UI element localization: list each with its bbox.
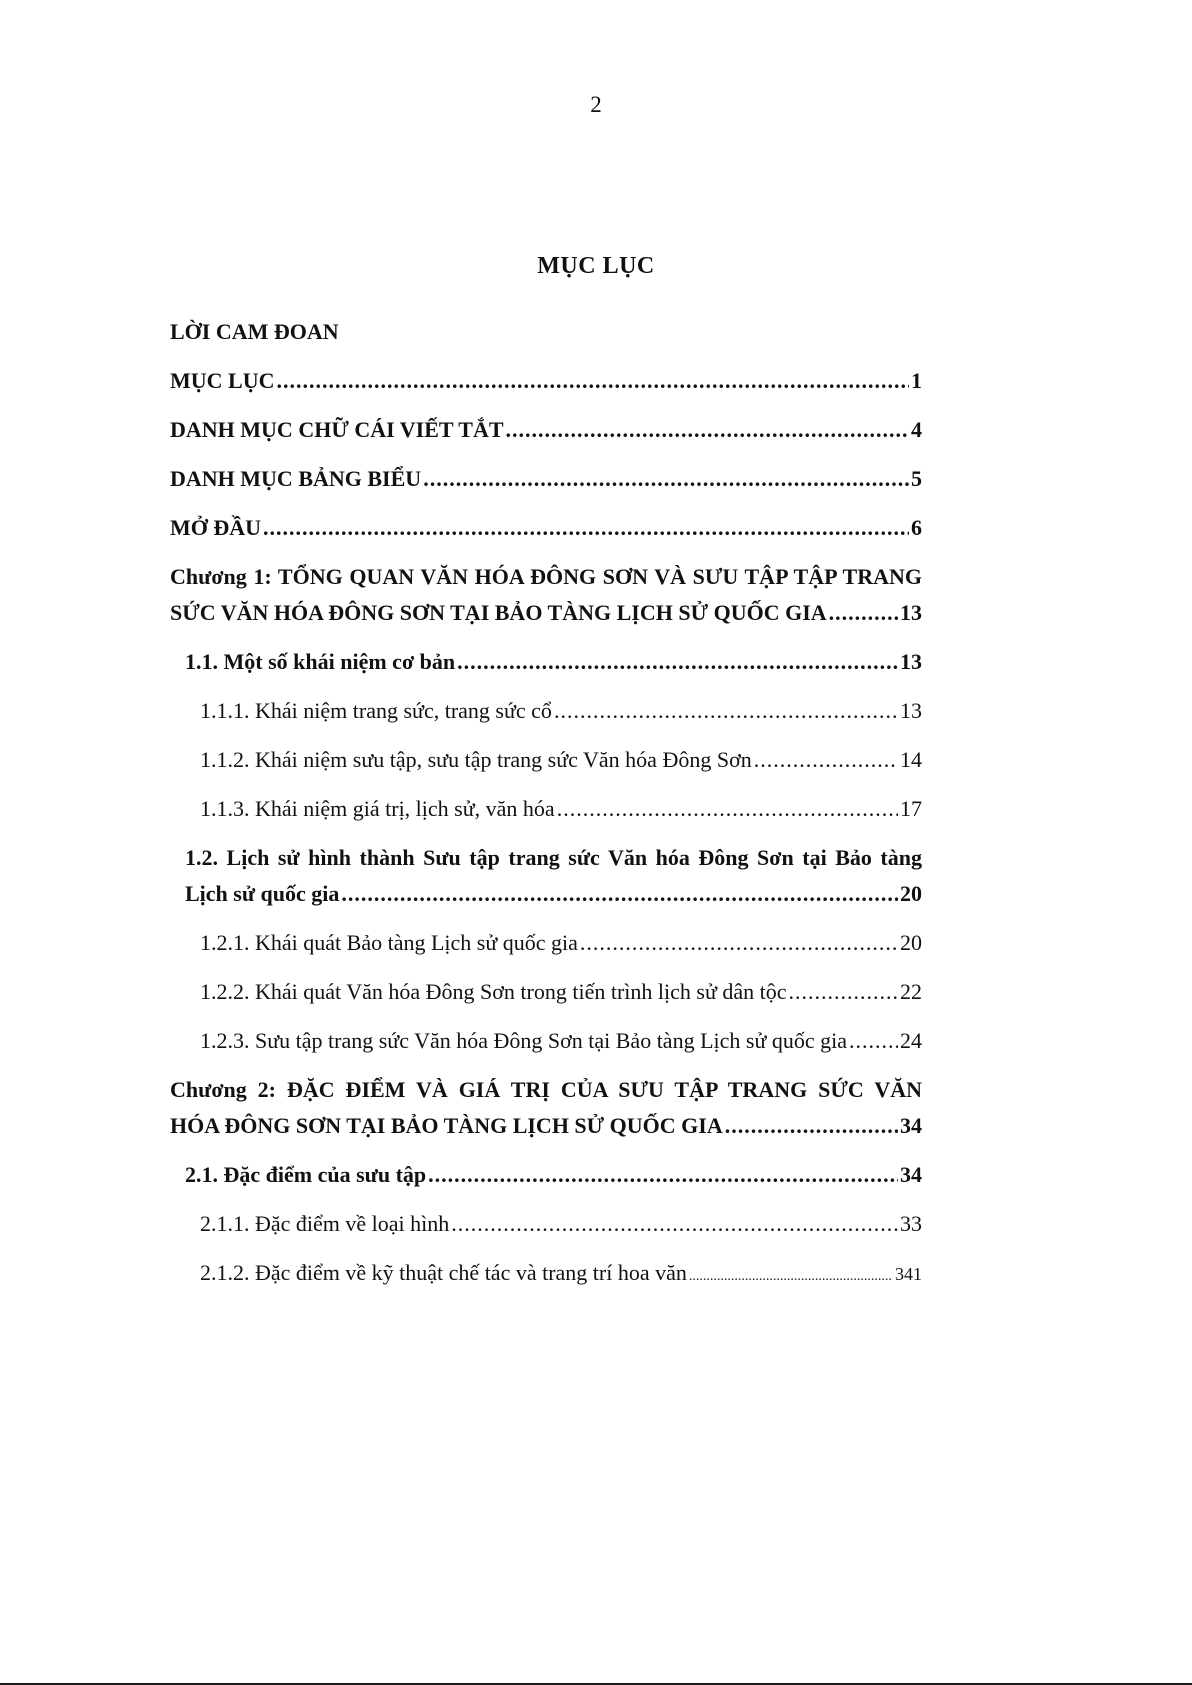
toc-entry-label: 1.1.3. Khái niệm giá trị, lịch sử, văn hóa: [200, 796, 555, 821]
toc-entry-label-line2: SỨC VĂN HÓA ĐÔNG SƠN TẠI BẢO TÀNG LỊCH SỬ QUỐC GIA: [170, 600, 827, 625]
toc-entry-abbreviations[interactable]: [170, 415, 922, 445]
toc-entry-section-1-1-1[interactable]: [170, 696, 922, 726]
toc-entry-section-1-2-3[interactable]: [170, 1026, 922, 1056]
toc-entry-label: 1.2.1. Khái quát Bảo tàng Lịch sử quốc gia: [200, 930, 578, 955]
toc-entry-label: 1.2.2. Khái quát Văn hóa Đông Sơn trong tiến trình lịch sử dân tộc: [200, 979, 787, 1004]
toc-entry-page: 5: [911, 466, 922, 491]
toc-entry-page: 17: [900, 796, 922, 821]
toc-entry-page: 14: [900, 747, 922, 772]
toc-entry-label-line1: Chương 2: ĐẶC ĐIỂM VÀ GIÁ TRỊ CỦA SƯU TẬP TRANG SỨC VĂN: [170, 1077, 922, 1102]
dot-leader: [789, 977, 898, 1007]
toc-entry-page: 341: [895, 1264, 922, 1284]
table-of-contents: [170, 317, 922, 1311]
toc-entry-label: 1.1. Một số khái niệm cơ bản: [185, 649, 456, 674]
toc-entry-section-1-2-2[interactable]: [170, 977, 922, 1007]
toc-entry-section-2-1[interactable]: [170, 1160, 922, 1190]
page-number: 2: [590, 92, 602, 117]
toc-entry-label: DANH MỤC BẢNG BIỂU: [170, 466, 422, 491]
dot-leader: [754, 745, 898, 775]
toc-entry-page: 1: [911, 368, 922, 393]
toc-entry-page: 34: [900, 1113, 922, 1138]
toc-entry-page: 20: [900, 930, 922, 955]
dot-leader: [580, 928, 898, 958]
toc-entry-muc-luc[interactable]: [170, 366, 922, 396]
toc-entry-label: 2.1.2. Đặc điểm về kỹ thuật chế tác và trang trí hoa văn: [200, 1260, 687, 1285]
toc-entry-introduction[interactable]: [170, 513, 922, 543]
toc-entry-label-line1: 1.2. Lịch sử hình thành Sưu tập trang sức Văn hóa Đông Sơn tại Bảo tàng: [185, 845, 922, 870]
dot-leader: [277, 366, 910, 396]
toc-entry-section-2-1-1[interactable]: [170, 1209, 922, 1239]
toc-entry-label-line1: Chương 1: TỔNG QUAN VĂN HÓA ĐÔNG SƠN VÀ SƯU TẬP TẬP TRANG: [170, 564, 922, 589]
toc-entry-section-1-2-1[interactable]: [170, 928, 922, 958]
toc-entry-page: 13: [900, 600, 922, 625]
toc-entry-page: 20: [900, 881, 922, 906]
dot-leader: [725, 1111, 898, 1141]
toc-entry-label: 2.1. Đặc điểm của sưu tập: [185, 1162, 427, 1187]
toc-entry-label-line2: HÓA ĐÔNG SƠN TẠI BẢO TÀNG LỊCH SỬ QUỐC GIA: [170, 1113, 723, 1138]
toc-entry-loi-cam-doan[interactable]: [170, 317, 922, 347]
toc-entry-tables[interactable]: [170, 464, 922, 494]
toc-entry-page: 34: [900, 1162, 922, 1187]
toc-entry-page: 4: [911, 417, 922, 442]
toc-entry-label: LỜI CAM ĐOAN: [170, 319, 339, 344]
toc-entry-label: DANH MỤC CHỮ CÁI VIẾT TẮT: [170, 417, 504, 442]
dot-leader: [457, 647, 898, 677]
dot-leader: [849, 1026, 898, 1056]
dot-leader: [506, 415, 909, 445]
toc-entry-page: 22: [900, 979, 922, 1004]
toc-entry-page: 13: [900, 698, 922, 723]
toc-entry-section-1-1[interactable]: [170, 647, 922, 677]
toc-entry-section-1-2[interactable]: [170, 843, 922, 909]
toc-entry-chapter-2[interactable]: [170, 1075, 922, 1141]
toc-entry-section-1-1-2[interactable]: [170, 745, 922, 775]
toc-entry-label: 1.2.3. Sưu tập trang sức Văn hóa Đông Sơn tại Bảo tàng Lịch sử quốc gia: [200, 1028, 848, 1053]
dot-leader: [423, 464, 909, 494]
dot-leader: [557, 794, 898, 824]
toc-entry-section-2-1-2[interactable]: [170, 1258, 922, 1292]
toc-entry-label: 1.1.1. Khái niệm trang sức, trang sức cổ: [200, 698, 552, 723]
toc-entry-label: MỞ ĐẦU: [170, 515, 262, 540]
dot-leader: [428, 1160, 898, 1190]
toc-heading: MỤC LỤC: [537, 253, 655, 279]
dot-leader: [451, 1209, 898, 1239]
dot-leader: [554, 696, 898, 726]
dot-leader: [341, 879, 898, 909]
toc-entry-label-line2: Lịch sử quốc gia: [185, 881, 340, 906]
toc-entry-label: MỤC LỤC: [170, 368, 275, 393]
dot-leader: [263, 513, 909, 543]
toc-entry-label: 2.1.1. Đặc điểm về loại hình: [200, 1211, 450, 1236]
toc-entry-chapter-1[interactable]: [170, 562, 922, 628]
toc-entry-section-1-1-3[interactable]: [170, 794, 922, 824]
toc-entry-page: 24: [900, 1028, 922, 1053]
toc-entry-page: 33: [900, 1211, 922, 1236]
toc-entry-page: 13: [900, 649, 922, 674]
toc-entry-label: 1.1.2. Khái niệm sưu tập, sưu tập trang sức Văn hóa Đông Sơn: [200, 747, 752, 772]
toc-entry-page: 6: [911, 515, 922, 540]
dot-leader: [829, 598, 898, 628]
dot-leader: [689, 1258, 893, 1292]
